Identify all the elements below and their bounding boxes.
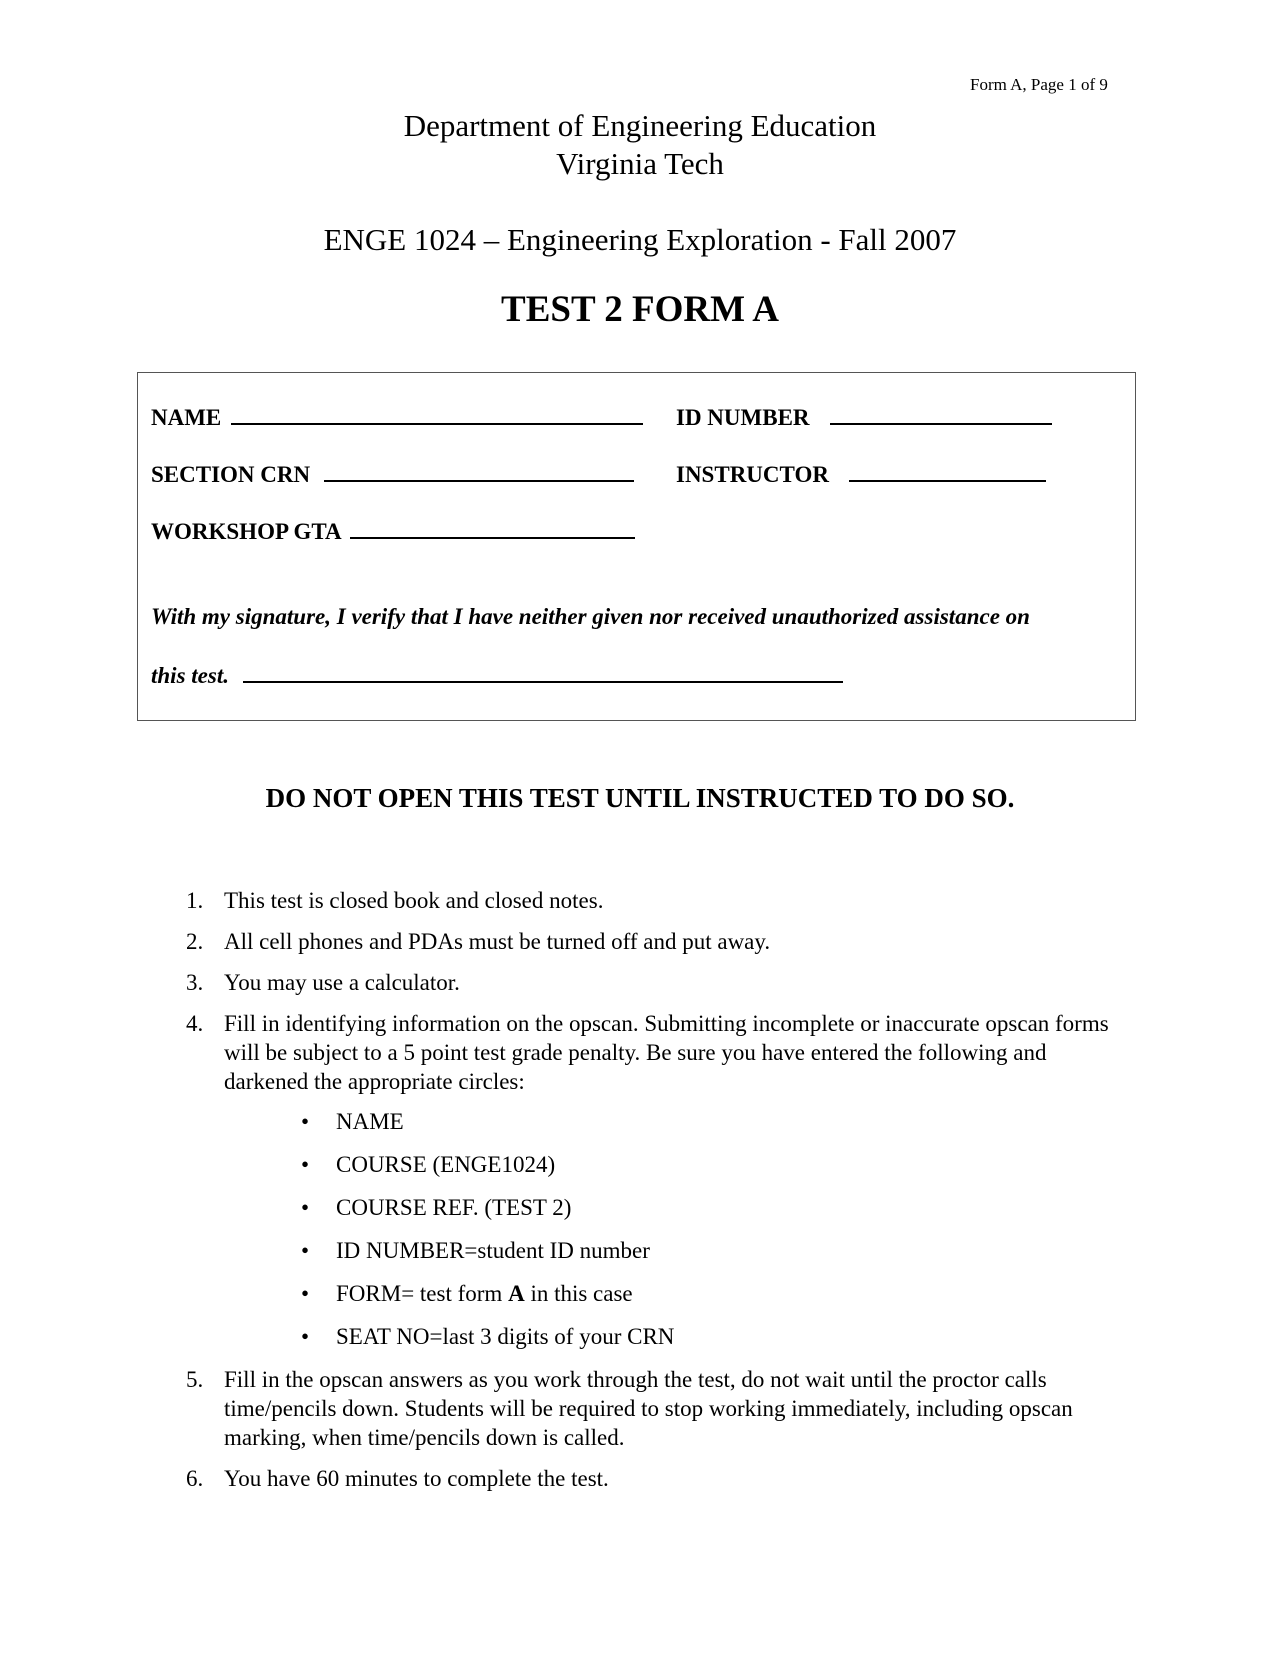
honor-pledge-text: this test.: [151, 663, 229, 688]
university-name: Virginia Tech: [556, 146, 724, 181]
instructor-field[interactable]: [676, 460, 1046, 488]
checklist-item: [224, 1322, 1136, 1351]
instruction-item: [186, 886, 1136, 915]
name-label: NAME: [151, 405, 222, 430]
bullet-icon: •: [301, 1281, 310, 1306]
honor-pledge-line1: With my signature, I verify that I have neither given nor received unauthorized assistance on: [151, 604, 1030, 629]
id-number-field[interactable]: [676, 403, 1052, 431]
instruction-text: All cell phones and PDAs must be turned off and put away.: [224, 929, 771, 954]
checklist-text-prefix: FORM= test form: [336, 1281, 509, 1306]
name-blank[interactable]: [231, 403, 643, 425]
bullet-icon: •: [301, 1109, 310, 1134]
instruction-number: 3.: [186, 970, 204, 995]
workshop-gta-blank[interactable]: [350, 517, 635, 539]
checklist-item: [224, 1107, 1136, 1136]
instructor-label: INSTRUCTOR: [676, 462, 829, 487]
instruction-text: Fill in identifying information on the opscan. Submitting incomplete or inaccurate opscan forms will be subject to a 5 point test grade penalty. Be sure you have entered the following and darkened the appropriate circles:: [224, 1011, 1109, 1094]
course-title: ENGE 1024 – Engineering Exploration - Fall 2007: [323, 222, 957, 257]
checklist-text: COURSE REF. (TEST 2): [336, 1195, 572, 1220]
warning-banner: DO NOT OPEN THIS TEST UNTIL INSTRUCTED TO DO SO.: [265, 783, 1015, 813]
instruction-item: [186, 927, 1136, 956]
instruction-number: 1.: [186, 888, 204, 913]
instruction-item: [186, 1009, 1136, 1351]
instruction-text: This test is closed book and closed notes.: [224, 888, 604, 913]
instruction-number: 4.: [186, 1011, 204, 1036]
instruction-text: You may use a calculator.: [224, 970, 460, 995]
checklist-text: ID NUMBER=student ID number: [336, 1238, 650, 1263]
workshop-gta-label: WORKSHOP GTA: [151, 519, 342, 544]
instruction-text: You have 60 minutes to complete the test.: [224, 1466, 609, 1491]
checklist-text: SEAT NO=last 3 digits of your CRN: [336, 1324, 675, 1349]
section-crn-field[interactable]: [151, 460, 634, 488]
bullet-icon: •: [301, 1238, 310, 1263]
id-number-label: ID NUMBER: [676, 405, 810, 430]
instruction-item: [186, 968, 1136, 997]
checklist-item: [224, 1236, 1136, 1265]
section-crn-blank[interactable]: [324, 460, 634, 482]
instruction-item: [186, 1365, 1136, 1452]
instructions-list: [186, 886, 1136, 1505]
bullet-icon: •: [301, 1152, 310, 1177]
checklist-item: [224, 1193, 1136, 1222]
checklist-text: COURSE (ENGE1024): [336, 1152, 556, 1177]
honor-pledge-line2: [151, 661, 843, 689]
bullet-icon: •: [301, 1324, 310, 1349]
section-crn-label: SECTION CRN: [151, 462, 311, 487]
checklist-text-suffix: in this case: [524, 1281, 633, 1306]
instruction-item: [186, 1464, 1136, 1493]
student-info-box: [137, 372, 1136, 721]
instruction-text: Fill in the opscan answers as you work through the test, do not wait until the proctor calls time/pencils down. Students will be required to stop working immediately, including opscan marking, when time/pencils down is called.: [224, 1367, 1073, 1450]
page-number-label: Form A, Page 1 of 9: [970, 75, 1108, 94]
workshop-gta-field[interactable]: [151, 517, 635, 545]
id-number-blank[interactable]: [830, 403, 1052, 425]
test-title: TEST 2 FORM A: [501, 289, 779, 330]
instruction-number: 6.: [186, 1466, 204, 1491]
bullet-icon: •: [301, 1195, 310, 1220]
checklist-item: [224, 1279, 1136, 1308]
checklist-text-bold: A: [508, 1281, 525, 1306]
department-name: Department of Engineering Education: [403, 108, 877, 143]
instructor-blank[interactable]: [849, 460, 1046, 482]
instruction-number: 5.: [186, 1367, 204, 1392]
instruction-number: 2.: [186, 929, 204, 954]
checklist-text: NAME: [336, 1109, 404, 1134]
checklist-item: [224, 1150, 1136, 1179]
opscan-checklist: [224, 1107, 1136, 1351]
signature-blank[interactable]: [243, 661, 843, 683]
name-field[interactable]: [151, 403, 643, 431]
